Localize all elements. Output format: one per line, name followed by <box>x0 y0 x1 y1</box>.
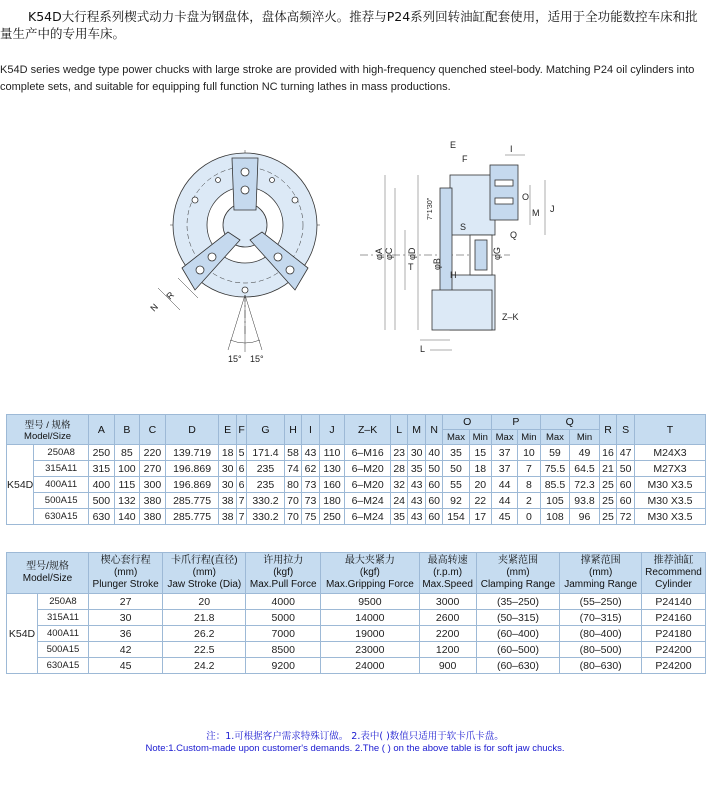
cell-pull: 8500 <box>246 642 321 658</box>
cell-plunger: 42 <box>88 642 162 658</box>
cell-d: 285.775 <box>165 493 219 509</box>
cell-g: 330.2 <box>247 509 285 525</box>
cell-m: 35 <box>408 461 425 477</box>
cell-d: 139.719 <box>165 445 219 461</box>
cell-n: 50 <box>425 461 442 477</box>
header-t: T <box>635 415 706 445</box>
cell-plunger: 45 <box>88 658 162 674</box>
cell-j: 160 <box>319 477 345 493</box>
cell-jaw: 22.5 <box>163 642 246 658</box>
cell-c: 380 <box>140 493 166 509</box>
table-row <box>7 642 706 658</box>
header-r: R <box>599 415 616 445</box>
cell-omin: 15 <box>469 445 491 461</box>
cell-qmin: 64.5 <box>570 461 600 477</box>
model-cell: 630A15 <box>34 509 89 525</box>
cell-m: 43 <box>408 509 425 525</box>
cell-m: 30 <box>408 445 425 461</box>
header-l: L <box>390 415 407 445</box>
cell-speed: 3000 <box>419 594 476 610</box>
label-zk: Z–K <box>502 312 519 322</box>
cell-qmax: 108 <box>540 509 570 525</box>
cell-j: 180 <box>319 493 345 509</box>
cell-d: 196.869 <box>165 477 219 493</box>
cell-e: 18 <box>219 445 236 461</box>
cell-a: 250 <box>89 445 115 461</box>
cell-i: 75 <box>302 509 319 525</box>
header-g: G <box>247 415 285 445</box>
cell-g: 171.4 <box>247 445 285 461</box>
cell-omin: 18 <box>469 461 491 477</box>
cell-cyl: P24140 <box>642 594 706 610</box>
cell-h: 58 <box>284 445 301 461</box>
cell-clamp: (60–500) <box>476 642 560 658</box>
cell-jaw: 21.8 <box>163 610 246 626</box>
header-o-min: Min <box>469 430 491 445</box>
cell-omax: 50 <box>443 461 469 477</box>
cell-omax: 92 <box>443 493 469 509</box>
cell-f: 7 <box>236 509 246 525</box>
model-cell: 500A15 <box>38 642 89 658</box>
table-row <box>7 594 706 610</box>
cell-qmax: 85.5 <box>540 477 570 493</box>
cell-jaw: 20 <box>163 594 246 610</box>
cell-jam: (80–630) <box>560 658 642 674</box>
table-row <box>7 658 706 674</box>
cell-qmin: 93.8 <box>570 493 600 509</box>
cell-a: 500 <box>89 493 115 509</box>
table-row <box>7 493 706 509</box>
cell-a: 315 <box>89 461 115 477</box>
cell-pmin: 0 <box>518 509 540 525</box>
cell-grip: 9500 <box>321 594 419 610</box>
label-n: N <box>148 301 161 314</box>
header-q-min: Min <box>570 430 600 445</box>
cell-d: 196.869 <box>165 461 219 477</box>
label-b: φB <box>432 258 442 270</box>
model-cell: 630A15 <box>38 658 89 674</box>
cell-pmin: 8 <box>518 477 540 493</box>
cell-pmax: 45 <box>492 509 518 525</box>
cell-b: 85 <box>114 445 140 461</box>
cell-qmin: 72.3 <box>570 477 600 493</box>
label-j: J <box>550 204 555 214</box>
cell-clamp: (50–315) <box>476 610 560 626</box>
cell-r: 25 <box>599 477 616 493</box>
cell-jam: (80–500) <box>560 642 642 658</box>
cell-l: 28 <box>390 461 407 477</box>
cell-m: 43 <box>408 493 425 509</box>
note-english: Note:1.Custom-made upon customer's demands. 2.The ( ) on the above table is for soft jaw chucks. <box>145 743 565 754</box>
label-o: O <box>522 192 530 202</box>
cell-cyl: P24160 <box>642 610 706 626</box>
header2-jaw: 卡爪行程(直径) (mm) Jaw Stroke (Dia) <box>163 553 246 594</box>
cell-omin: 20 <box>469 477 491 493</box>
cell-b: 115 <box>114 477 140 493</box>
cell-f: 7 <box>236 493 246 509</box>
label-g: φG <box>492 247 502 260</box>
cell-zk: 6–M20 <box>345 461 391 477</box>
cell-t: M30 X3.5 <box>635 493 706 509</box>
header-o: O <box>443 415 492 430</box>
cell-speed: 900 <box>419 658 476 674</box>
cell-t: M27X3 <box>635 461 706 477</box>
model-cell: 250A8 <box>38 594 89 610</box>
model-cell: 315A11 <box>34 461 89 477</box>
cell-l: 23 <box>390 445 407 461</box>
cell-plunger: 30 <box>88 610 162 626</box>
header-q: Q <box>540 415 599 430</box>
cell-n: 60 <box>425 509 442 525</box>
cell-jam: (80–400) <box>560 626 642 642</box>
label-angle: 7°1'30" <box>427 197 434 220</box>
cell-grip: 24000 <box>321 658 419 674</box>
cell-h: 80 <box>284 477 301 493</box>
header2-speed: 最高转速 (r.p.m) Max.Speed <box>419 553 476 594</box>
cell-e: 38 <box>219 493 236 509</box>
cell-n: 60 <box>425 493 442 509</box>
header2-cylinder: 推荐油缸 Recommend Cylinder <box>642 553 706 594</box>
cell-c: 300 <box>140 477 166 493</box>
dimension-table <box>6 414 706 525</box>
cell-qmax: 105 <box>540 493 570 509</box>
header-n: N <box>425 415 442 445</box>
cell-omin: 22 <box>469 493 491 509</box>
cell-g: 330.2 <box>247 493 285 509</box>
header-o-max: Max <box>443 430 469 445</box>
cell-c: 220 <box>140 445 166 461</box>
cell-pmin: 2 <box>518 493 540 509</box>
header-p-min: Min <box>518 430 540 445</box>
header-s: S <box>617 415 635 445</box>
cell-r: 25 <box>599 509 616 525</box>
cell-plunger: 27 <box>88 594 162 610</box>
cell-jam: (70–315) <box>560 610 642 626</box>
cell-pull: 7000 <box>246 626 321 642</box>
cell-qmin: 96 <box>570 509 600 525</box>
chuck-drawing <box>150 140 590 380</box>
cell-qmin: 49 <box>570 445 600 461</box>
cell-c: 270 <box>140 461 166 477</box>
cell-e: 38 <box>219 509 236 525</box>
cell-s: 47 <box>617 445 635 461</box>
label-t: T <box>408 262 414 272</box>
cell-pull: 4000 <box>246 594 321 610</box>
header-h: H <box>284 415 301 445</box>
model-cell: 315A11 <box>38 610 89 626</box>
cell-l: 24 <box>390 493 407 509</box>
cell-pmax: 44 <box>492 477 518 493</box>
intro-english: K54D series wedge type power chucks with large stroke are provided with high-frequency quenched steel-body. Matching P24 oil cylinders into complete sets, and suitable for equipping full function NC turning lathes in mass productions. <box>0 64 695 93</box>
cell-grip: 14000 <box>321 610 419 626</box>
table-row <box>7 445 706 461</box>
cell-clamp: (60–400) <box>476 626 560 642</box>
cell-t: M24X3 <box>635 445 706 461</box>
cell-i: 62 <box>302 461 319 477</box>
cell-n: 40 <box>425 445 442 461</box>
cell-jam: (55–250) <box>560 594 642 610</box>
header-d: D <box>165 415 219 445</box>
label-q: Q <box>510 230 518 240</box>
cell-pmax: 37 <box>492 461 518 477</box>
cell-speed: 2200 <box>419 626 476 642</box>
label-angle-right: 15° <box>250 354 264 364</box>
cell-m: 43 <box>408 477 425 493</box>
cell-pmin: 7 <box>518 461 540 477</box>
series-cell: K54D <box>7 445 34 525</box>
cell-j: 110 <box>319 445 345 461</box>
chuck-drawing-svg <box>150 140 590 380</box>
model-cell: 400A11 <box>38 626 89 642</box>
cell-pmax: 44 <box>492 493 518 509</box>
cell-a: 630 <box>89 509 115 525</box>
cell-c: 380 <box>140 509 166 525</box>
label-e: E <box>450 140 457 150</box>
cell-r: 21 <box>599 461 616 477</box>
front-view <box>158 150 320 352</box>
header-c: C <box>140 415 166 445</box>
header-i: I <box>302 415 319 445</box>
cell-zk: 6–M24 <box>345 493 391 509</box>
table-row <box>7 610 706 626</box>
cell-omax: 154 <box>443 509 469 525</box>
cell-i: 73 <box>302 493 319 509</box>
cell-omin: 17 <box>469 509 491 525</box>
header2-plunger: 楔心套行程 (mm) Plunger Stroke <box>88 553 162 594</box>
header-e: E <box>219 415 236 445</box>
header-j: J <box>319 415 345 445</box>
cell-i: 43 <box>302 445 319 461</box>
cell-cyl: P24200 <box>642 658 706 674</box>
table-row <box>7 477 706 493</box>
cell-d: 285.775 <box>165 509 219 525</box>
note-chinese: 注：1.可根据客户需求特殊订做。 2.表中( )数值只适用于软卡爪卡盘。 <box>206 731 504 742</box>
cell-h: 70 <box>284 493 301 509</box>
cell-r: 16 <box>599 445 616 461</box>
cell-omax: 55 <box>443 477 469 493</box>
intro-chinese: K54D大行程系列楔式动力卡盘为钢盘体，盘体高频淬火。推荐与P24系列回转油缸配套使用，适用于全功能数控车床和批量生产中的专用车床。 <box>0 9 698 41</box>
header2-pull: 许用拉力 (kgf) Max.Pull Force <box>246 553 321 594</box>
header-zk: Z–K <box>345 415 391 445</box>
label-angle-left: 15° <box>228 354 242 364</box>
cell-grip: 19000 <box>321 626 419 642</box>
header-p-max: Max <box>492 430 518 445</box>
table-row <box>7 626 706 642</box>
cell-j: 130 <box>319 461 345 477</box>
header2-grip: 最大夹紧力 (kgf) Max.Gripping Force <box>321 553 419 594</box>
series-cell: K54D <box>7 594 38 674</box>
cell-qmax: 59 <box>540 445 570 461</box>
label-h: H <box>450 270 457 280</box>
cell-zk: 6–M20 <box>345 477 391 493</box>
header-model: 型号 / 规格 Model/Size <box>7 415 89 445</box>
side-body-upper <box>450 175 495 235</box>
cell-s: 60 <box>617 477 635 493</box>
label-s: S <box>460 222 467 232</box>
label-f: F <box>462 154 468 164</box>
header2-clamp: 夹紧范围 (mm) Clamping Range <box>476 553 560 594</box>
cell-clamp: (35–250) <box>476 594 560 610</box>
cell-j: 250 <box>319 509 345 525</box>
cell-grip: 23000 <box>321 642 419 658</box>
table-row <box>7 509 706 525</box>
label-l: L <box>420 344 426 354</box>
cell-cyl: P24180 <box>642 626 706 642</box>
header-f: F <box>236 415 246 445</box>
model-cell: 400A11 <box>34 477 89 493</box>
label-r: R <box>164 289 177 302</box>
label-m: M <box>532 208 540 218</box>
label-i: I <box>510 144 513 154</box>
cell-s: 60 <box>617 493 635 509</box>
cell-omax: 35 <box>443 445 469 461</box>
header-q-max: Max <box>540 430 570 445</box>
cell-h: 74 <box>284 461 301 477</box>
cell-f: 5 <box>236 445 246 461</box>
cell-speed: 1200 <box>419 642 476 658</box>
cell-e: 30 <box>219 461 236 477</box>
cell-r: 25 <box>599 493 616 509</box>
cell-i: 73 <box>302 477 319 493</box>
cell-cyl: P24200 <box>642 642 706 658</box>
cell-qmax: 75.5 <box>540 461 570 477</box>
header-p: P <box>492 415 541 430</box>
table-row <box>7 461 706 477</box>
cell-plunger: 36 <box>88 626 162 642</box>
model-cell: 500A15 <box>34 493 89 509</box>
cell-b: 132 <box>114 493 140 509</box>
cell-zk: 6–M16 <box>345 445 391 461</box>
header-m: M <box>408 415 425 445</box>
cell-pmin: 10 <box>518 445 540 461</box>
performance-table <box>6 552 706 674</box>
header2-model: 型号/规格 Model/Size <box>7 553 89 594</box>
cell-jaw: 26.2 <box>163 626 246 642</box>
cell-t: M30 X3.5 <box>635 477 706 493</box>
label-c: φC <box>384 247 394 260</box>
cell-pull: 9200 <box>246 658 321 674</box>
header-b: B <box>114 415 140 445</box>
cell-f: 6 <box>236 477 246 493</box>
side-body-back <box>432 290 492 330</box>
cell-b: 100 <box>114 461 140 477</box>
cell-s: 72 <box>617 509 635 525</box>
cell-b: 140 <box>114 509 140 525</box>
header-a: A <box>89 415 115 445</box>
cell-clamp: (60–630) <box>476 658 560 674</box>
header2-jam: 撑紧范围 (mm) Jamming Range <box>560 553 642 594</box>
cell-a: 400 <box>89 477 115 493</box>
side-jaw <box>490 165 518 220</box>
model-cell: 250A8 <box>34 445 89 461</box>
cell-n: 60 <box>425 477 442 493</box>
cell-g: 235 <box>247 461 285 477</box>
cell-e: 30 <box>219 477 236 493</box>
cell-speed: 2600 <box>419 610 476 626</box>
cell-pmax: 37 <box>492 445 518 461</box>
label-d: φD <box>407 247 417 260</box>
jaw-top <box>232 158 258 210</box>
cell-s: 50 <box>617 461 635 477</box>
cell-f: 6 <box>236 461 246 477</box>
cell-pull: 5000 <box>246 610 321 626</box>
cell-l: 35 <box>390 509 407 525</box>
cell-h: 70 <box>284 509 301 525</box>
cell-l: 32 <box>390 477 407 493</box>
cell-t: M30 X3.5 <box>635 509 706 525</box>
cell-jaw: 24.2 <box>163 658 246 674</box>
label-a: φA <box>374 248 384 260</box>
cell-zk: 6–M24 <box>345 509 391 525</box>
cell-g: 235 <box>247 477 285 493</box>
